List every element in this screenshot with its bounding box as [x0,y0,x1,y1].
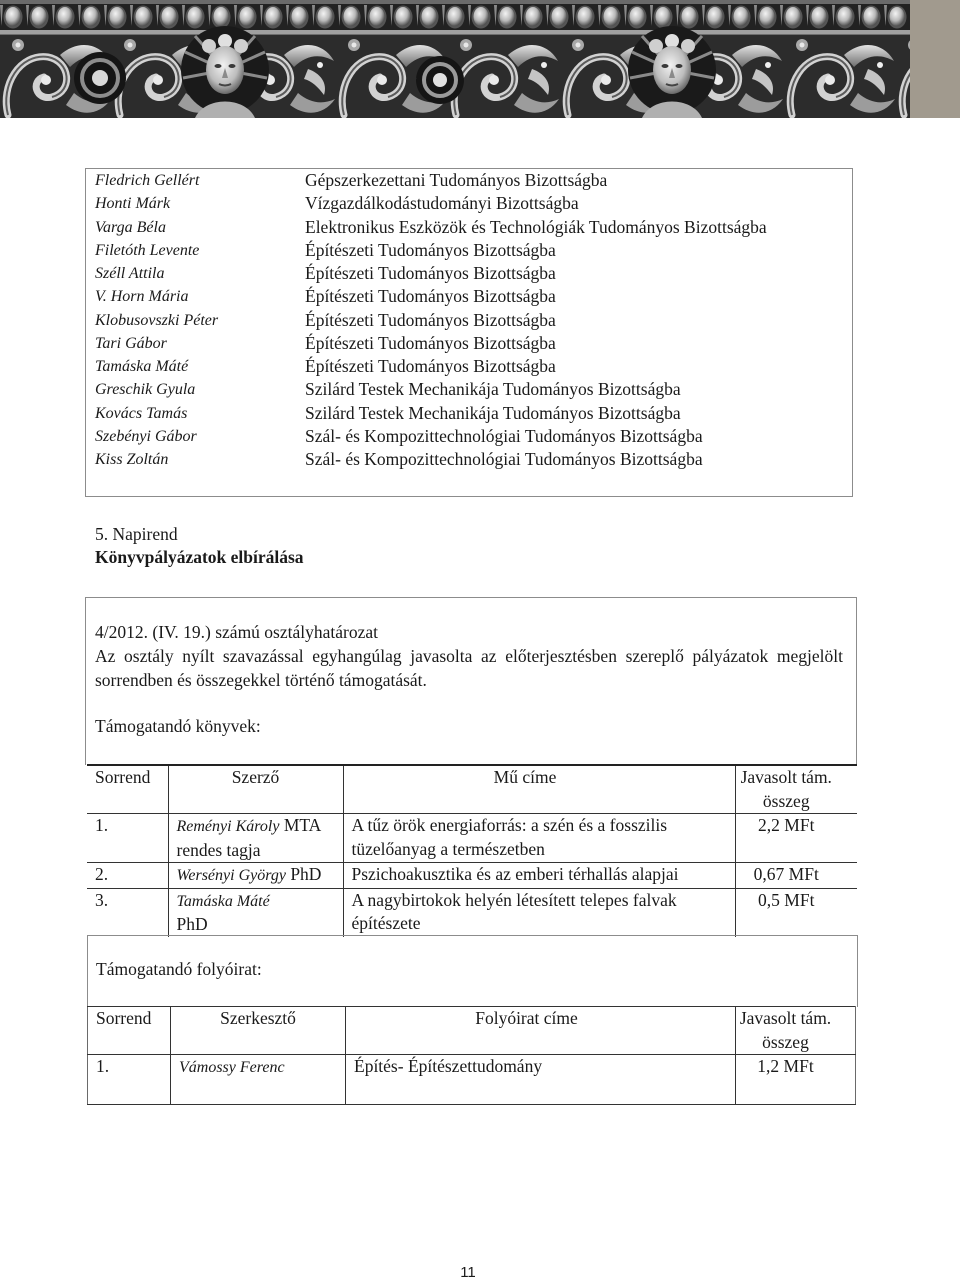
member-name: V. Horn Mária [95,288,189,306]
committee-name: Gépszerkezettani Tudományos Bizottságba [305,170,608,190]
committee-row [86,309,852,332]
committee-row [86,216,852,239]
journals-table [87,1006,856,1105]
member-name: Szebényi Gábor [95,427,197,445]
resolution-text: Az osztály nyílt szavazással egyhangúlag javasolta az előterjesztésben szereplő pályázatok megjelölt sorrendben és összegekkel történő támogatását. [95,646,843,690]
banner-side-panel [910,0,960,118]
header-amount: Javasolt tám. összeg [736,1007,856,1055]
cell-amount: 2,2 MFt [735,814,857,863]
committee-row [86,239,852,262]
author-suffix: PhD [176,914,208,934]
committee-assignments-box [85,168,853,497]
committee-name: Építészeti Tudományos Bizottságba [305,356,556,376]
committee-name: Szál- és Kompozittechnológiai Tudományos Bizottságba [305,425,703,446]
cell-journal-title: Építés- Építészettudomány [346,1055,736,1105]
agenda-number: 5. Napirend [95,524,178,544]
cell-editor [171,1055,346,1105]
author-suffix: PhD [290,864,322,884]
table-row [87,888,857,937]
table-row [87,814,857,863]
committee-row [86,402,852,425]
table-row [88,1055,856,1105]
egg-and-dart-molding [0,4,910,30]
committee-name: Építészeti Tudományos Bizottságba [305,286,556,307]
frieze-rosette-right [416,56,464,104]
cell-title: A nagybirtokok helyén létesített telepes falvak építészete [343,888,735,937]
agenda-title: Könyvpályázatok elbírálása [95,547,304,567]
header-order: Sorrend [87,765,168,814]
member-name: Kovács Tamás [95,404,188,422]
committee-name: Építészeti Tudományos Bizottságba [305,332,556,353]
committee-name: Vízgazdálkodástudományi Bizottságba [305,193,579,214]
member-name: Klobusovszki Péter [95,311,219,329]
committee-row [86,425,852,448]
header-journal-title: Folyóirat címe [346,1007,736,1055]
books-table [87,764,857,937]
committee-name: Építészeti Tudományos Bizottságba [305,239,556,260]
cell-title: Pszichoakusztika és az emberi térhallás alapjai [343,863,735,889]
committee-row [86,285,852,308]
cell-author [168,814,343,863]
member-name: Kiss Zoltán [95,451,169,468]
header-amount: Javasolt tám. összeg [735,765,857,814]
books-section-label: Támogatandó könyvek: [95,716,261,736]
committee-row [86,192,852,215]
editor-name: Vámossy Ferenc [179,1059,285,1076]
journals-box [87,935,858,1007]
committee-name: Elektronikus Eszközök és Technológiák Tudományos Bizottságba [305,216,767,237]
cell-author [168,863,343,889]
frieze-rosette-left [74,52,126,104]
journals-table-header [88,1007,856,1055]
header-title: Mű címe [343,765,735,814]
cell-order: 1. [87,814,168,863]
cell-title: A tűz örök energiaforrás: a szén és a fosszilis tüzelőanyag a természetben [343,814,735,863]
committee-row [86,448,852,471]
committee-row [86,355,852,378]
ornamental-frieze-banner [0,0,910,118]
resolution-id: 4/2012. (IV. 19.) számú osztályhatározat [95,622,378,642]
committee-name: Szilárd Testek Mechanikája Tudományos Bizottságba [305,402,681,423]
committee-row [86,378,852,401]
cell-amount: 0,5 MFt [735,888,857,937]
cell-order: 2. [87,863,168,889]
cell-order: 3. [95,889,109,910]
author-name: Reményi Károly [176,818,280,835]
table-row [87,863,857,889]
author-name: Wersényi György [176,867,286,884]
committee-row [86,332,852,355]
member-name: Filetóth Levente [95,241,200,259]
header-author: Szerző [168,765,343,814]
committee-name: Építészeti Tudományos Bizottságba [305,263,556,283]
committee-name: Szilárd Testek Mechanikája Tudományos Bizottságba [305,379,681,400]
member-name: Tari Gábor [95,334,167,352]
page-number: 11 [460,1264,476,1281]
member-name: Tamáska Máté [95,358,189,375]
header-editor: Szerkesztő [171,1007,346,1055]
header-order: Sorrend [88,1007,171,1055]
member-name: Fledrich Gellért [95,172,200,189]
resolution-box [85,597,857,765]
cell-order: 1. [88,1055,171,1105]
cell-amount: 0,67 MFt [735,863,857,889]
cell-amount: 1,2 MFt [736,1055,856,1105]
member-name: Greschik Gyula [95,381,196,399]
cell-author [168,888,343,937]
committee-row [86,169,852,192]
committee-name: Építészeti Tudományos Bizottságba [305,309,556,330]
committee-name: Szál- és Kompozittechnológiai Tudományos Bizottságba [305,449,703,469]
member-name: Honti Márk [95,195,171,213]
author-name: Tamáska Máté [176,892,270,910]
member-name: Varga Béla [95,218,166,236]
committee-row [86,262,852,285]
member-name: Széll Attila [95,265,165,282]
books-table-header [87,765,857,814]
journals-section-label: Támogatandó folyóirat: [96,959,262,979]
author-suffix: MTA rendes tagja [176,815,321,860]
